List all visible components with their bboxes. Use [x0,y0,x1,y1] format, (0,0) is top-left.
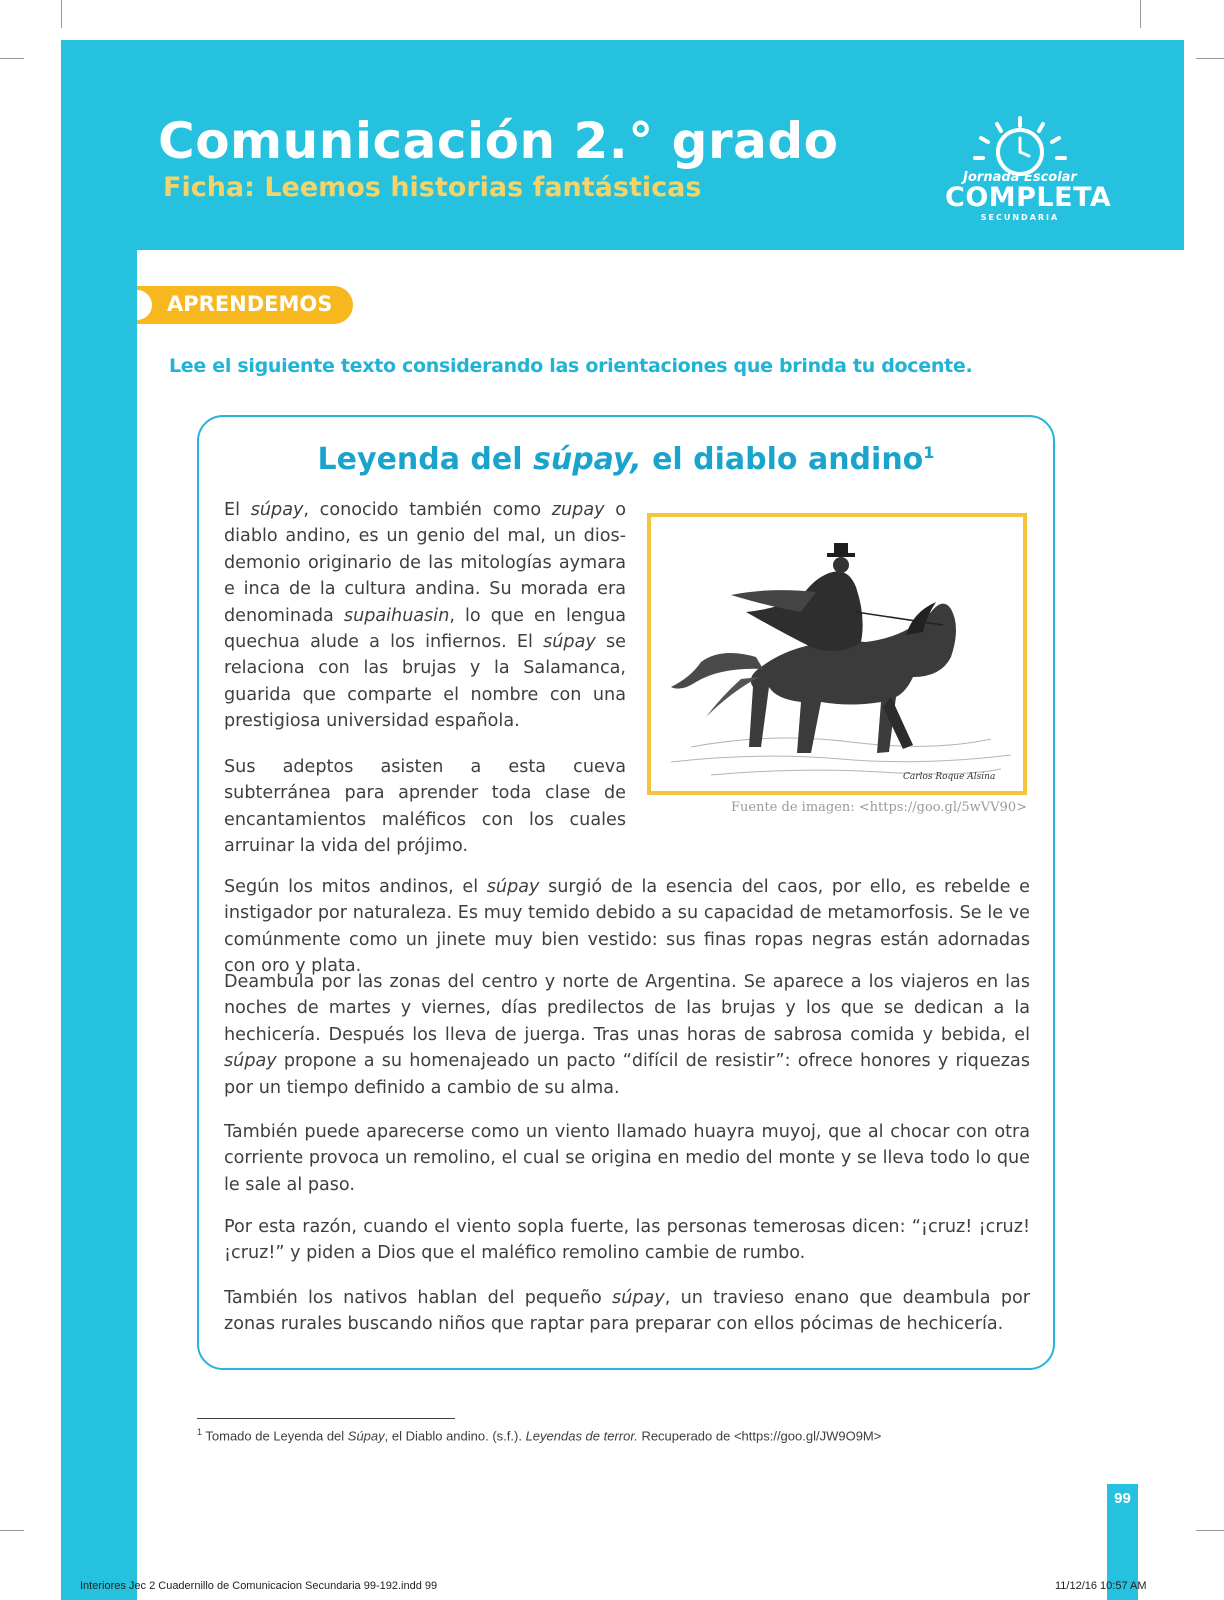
paragraph-6: Por esta razón, cuando el viento sopla fuerte, las personas temerosas dicen: “¡cruz! ¡cruz! ¡cruz!” y piden a Dios que el maléfico remolino cambie de rumbo. [224,1217,1030,1264]
print-slug-file: Interiores Jec 2 Cuadernillo de Comunicacion Secundaria 99-192.indd 99 [80,1580,438,1592]
text-run: surgió de la esencia del caos, por ello, es rebelde e instigador por naturaleza. Es muy temido debido a su capacidad de metamorfosis. Se le ve comúnmente como un jinete muy bien vestido: sus finas ropas negras están adornadas con oro y plata. [224,877,1030,977]
footnote-number: 1 [197,1427,203,1437]
reading-title [197,442,1055,477]
paragraph-7 [224,1285,1030,1338]
sun-clock-icon [945,116,1095,176]
crop-mark [1196,1530,1224,1531]
text-run-italic: Leyendas de terror. [525,1428,638,1444]
text-run: propone a su homenajeado un pacto “difícil de resistir”: ofrece honores y riquezas por un tiempo definido a cambio de su alma. [224,1051,1030,1098]
paragraph-4 [224,969,1030,1101]
page-title: Comunicación 2.° grado [158,112,839,170]
logo-line-1: Jornada Escolar [963,170,1077,185]
text-run: El [224,500,251,520]
left-margin-strip [61,250,137,1600]
footnote [197,1427,881,1443]
crop-mark [1140,0,1141,28]
logo-line-2: COMPLETA [945,182,1112,213]
page-number: 99 [1114,1490,1131,1507]
crop-mark [0,1530,24,1531]
text-run: , el Diablo andino. (s.f.). [384,1428,526,1444]
horse-rider-illustration [651,517,1023,791]
reading-title-italic: súpay, [532,442,642,477]
text-run: , conocido también como [303,500,552,520]
text-run-italic: súpay [224,1051,277,1072]
text-run: Deambula por las zonas del centro y norte de Argentina. Se aparece a los viajeros en las noches de martes y viernes, días predilectos de las brujas y los que se dedican a la hechicería. Después los lleva de juerga. Tras unas horas de sabrosa comida y bebida, el [224,972,1030,1045]
text-run: , lo que en lengua quechua alude a los infiernos. El [224,605,626,653]
illustration-signature: Carlos Roque Alsina [903,772,996,782]
illustration-frame [647,513,1027,795]
crop-mark [0,58,24,59]
paragraph-3 [224,874,1030,980]
text-run: Recuperado de <https://goo.gl/JW9O9M> [637,1428,882,1444]
paragraph-5: También puede aparecerse como un viento llamado huayra muyoj, que al chocar con otra corriente provoca un remolino, el cual se origina en medio del monte y se lleva todo lo que le sale al paso. [224,1122,1030,1195]
text-run-italic: zupay [551,500,605,520]
section-tag-notch [137,290,152,320]
text-run: Según los mitos andinos, el [224,877,487,897]
section-tag [137,286,353,324]
paragraph-2: Sus adeptos asisten a esta cueva subterránea para aprender toda clase de encantamientos maléficos con los cuales arruinar la vida del prójimo. [224,757,626,857]
crop-mark [1196,58,1224,59]
text-run: , un travieso enano que deambula por zonas rurales buscando niños que raptar para preparar con ellos pócimas de hechicería. [224,1288,1030,1335]
section-tag-label: APRENDEMOS [167,292,333,316]
footnote-marker: 1 [923,443,935,462]
reading-title-part: Leyenda del [317,442,533,477]
instruction-text: Lee el siguiente texto considerando las orientaciones que brinda tu docente. [169,355,973,377]
paragraph-1 [224,497,626,735]
text-run: También los nativos hablan del pequeño [224,1288,613,1308]
text-run: se relaciona con las brujas y la Salamanca, guarida que comparte el nombre con una prestigiosa universidad española. [224,632,626,732]
image-caption: Fuente de imagen: <https://goo.gl/5wVV90> [731,800,1027,815]
jornada-escolar-logo [945,116,1112,222]
text-run-italic: súpay [612,1288,665,1308]
text-run-italic: súpay [250,500,304,520]
crop-mark [61,0,62,28]
text-run-italic: Súpay [347,1428,385,1444]
print-slug-date: 11/12/16 10:57 AM [1055,1580,1147,1592]
text-run-italic: súpay [486,877,540,897]
logo-line-3: SECUNDARIA [980,213,1060,222]
page-subtitle: Ficha: Leemos historias fantásticas [163,172,702,203]
text-run-italic: súpay [543,632,596,653]
footnote-rule [197,1418,455,1419]
text-run: Tomado de Leyenda del [202,1428,348,1444]
text-run-italic: supaihuasin [343,605,450,626]
text-run: o diablo andino, es un genio del mal, un dios-demonio originario de las mitologías aymara e inca de la cultura andina. Su morada era denominada [224,500,627,626]
reading-title-part: el diablo andino [641,442,924,477]
